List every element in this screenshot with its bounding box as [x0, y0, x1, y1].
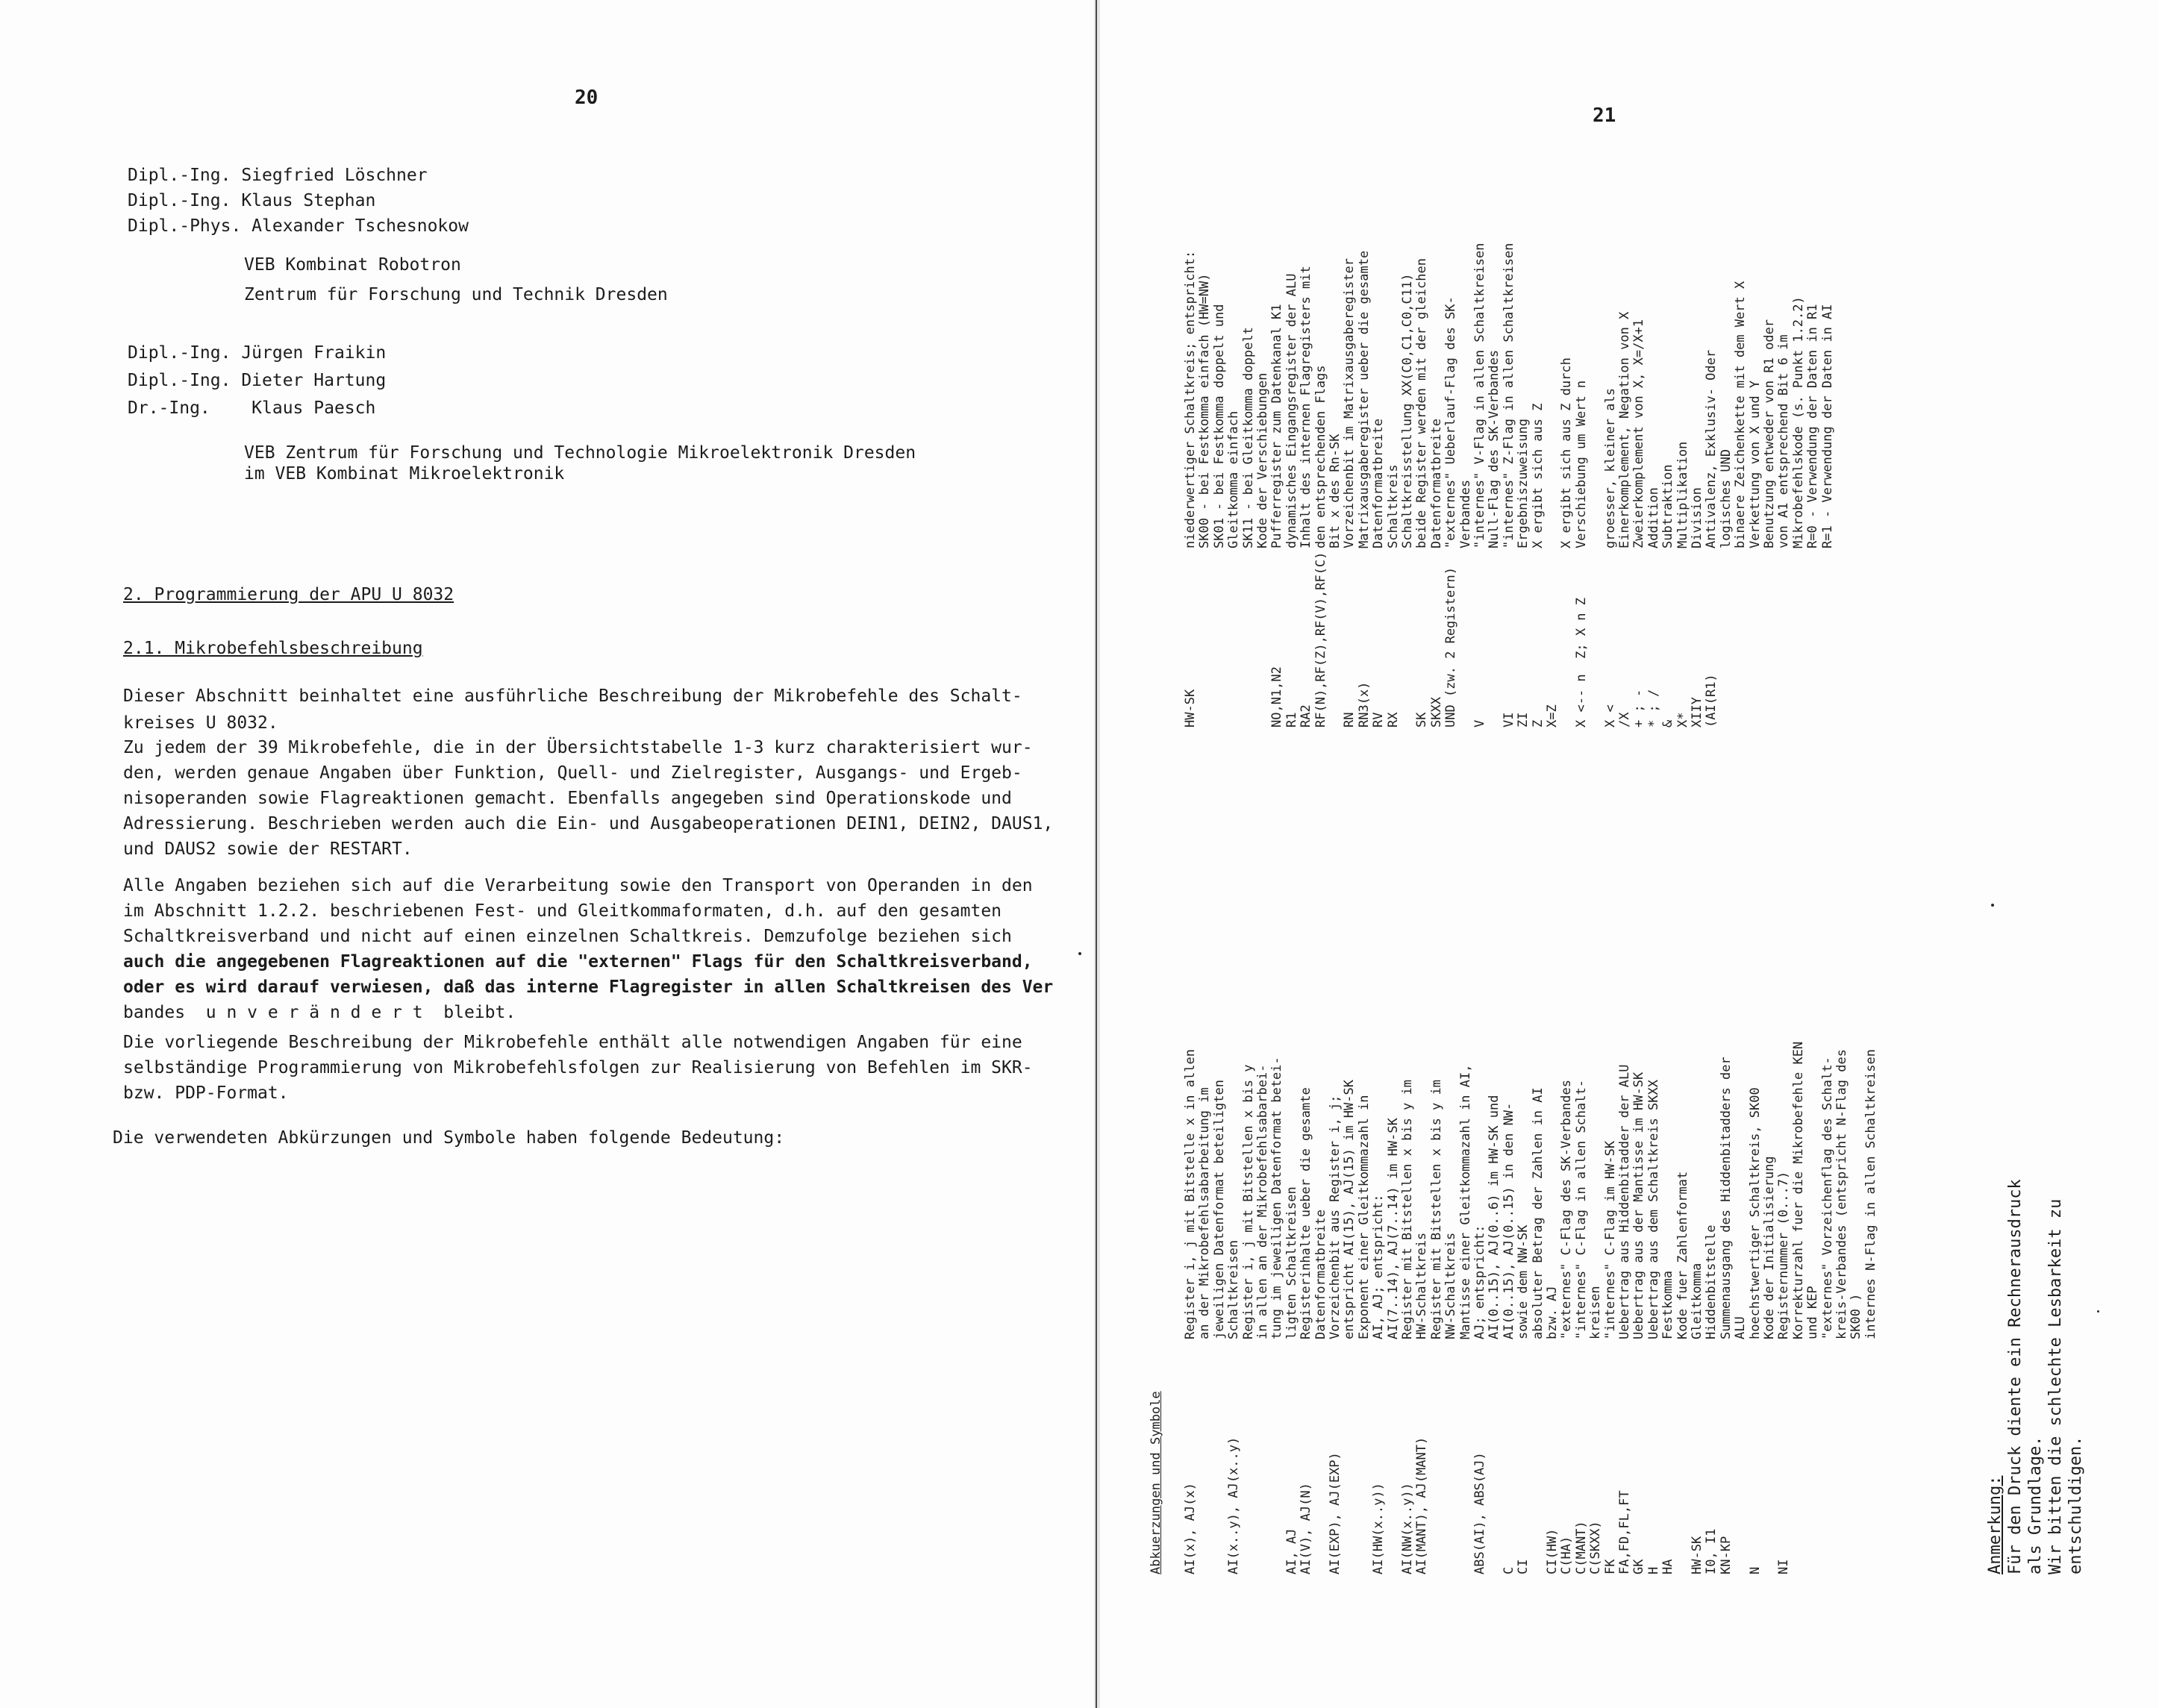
table-cell-abbreviation: Z [1530, 719, 1546, 728]
scan-speck [1078, 952, 1081, 955]
table-cell-meaning: Registernummer (0...7) [1776, 1171, 1792, 1339]
table-cell-meaning: Datenformatbreite [1313, 1210, 1328, 1339]
table-cell-abbreviation: AI(NW(x..y)) [1400, 1483, 1415, 1574]
institution-line: VEB Kombinat Robotron [244, 255, 461, 275]
table-cell-meaning: Festkomma [1660, 1270, 1676, 1339]
author-line: Dipl.-Phys. Alexander Tschesnokow [128, 216, 469, 236]
note-block [1985, 1022, 2090, 1574]
institution-line: Zentrum für Forschung und Technik Dresden [244, 285, 668, 304]
table-cell-meaning: hoechstwertiger Schaltkreis, SK00 [1747, 1087, 1763, 1339]
table-cell-abbreviation: C(MANT) [1573, 1521, 1589, 1574]
table-cell-meaning: Gleitkomma einfach [1226, 410, 1242, 548]
table-cell-abbreviation: FK [1602, 1559, 1618, 1574]
table-cell-meaning: Ergebniszuweisung [1516, 419, 1531, 548]
table-cell-meaning: Korrekturzahl fuer die Mikrobefehle KEN [1790, 1041, 1806, 1339]
body-line: kreises U 8032. [123, 713, 278, 733]
body-line: nisoperanden sowie Flagreaktionen gemacht. Ebenfalls angegeben sind Operationskode und [123, 789, 1012, 808]
table-cell-abbreviation: RN [1342, 712, 1357, 728]
body-line: Alle Angaben beziehen sich auf die Verarbeitung sowie den Transport von Operanden in den [123, 876, 1033, 895]
table-cell-meaning: "externes" Ueberlauf-Flag des SK- [1443, 296, 1459, 548]
table-cell-meaning: SK00 ) [1849, 1293, 1864, 1339]
table-cell-abbreviation: SK [1414, 712, 1430, 728]
table-cell-meaning: Exponent einer Gleitkommazahl in [1356, 1095, 1372, 1339]
table-cell-meaning: Mantisse einer Gleitkommazahl in AI, [1457, 1064, 1473, 1339]
table-cell-meaning: AI(7..14), AJ(7..14) im HW-SK [1385, 1118, 1401, 1339]
table-cell-abbreviation: AI(MANT), AJ(MANT) [1414, 1436, 1430, 1574]
table-cell-meaning: HW-Schaltkreis [1414, 1232, 1430, 1339]
table-cell-abbreviation: I0, I1 [1704, 1528, 1719, 1574]
table-cell-abbreviation: C(SKXX) [1588, 1521, 1604, 1574]
author-line: Dr.-Ing. Klaus Paesch [128, 398, 376, 418]
table-cell-meaning: jeweiligen Datenformat beteiligten [1211, 1080, 1227, 1339]
table-cell-abbreviation: HW-SK [1690, 1536, 1705, 1574]
table-cell-abbreviation: RF(N),RF(Z),RF(V),RF(C) [1313, 551, 1328, 728]
table-cell-abbreviation: HW-SK [1183, 689, 1198, 728]
note-line: Für den Druck diente ein Rechnerausdruck [2006, 1179, 2025, 1574]
table-cell-meaning: "externes" Vorzeichenflag des Schalt- [1819, 1057, 1835, 1339]
body-line: Adressierung. Beschrieben werden auch die Ein- und Ausgabeoperationen DEIN1, DEIN2, DAUS1, [123, 814, 1054, 833]
body-line: Zu jedem der 39 Mikrobefehle, die in der Übersichtstabelle 1-3 kurz charakterisiert wur- [123, 738, 1033, 757]
table-cell-abbreviation: KN-KP [1718, 1536, 1734, 1574]
table-cell-meaning: Inhalt des internen Flagregisters mit [1299, 266, 1314, 548]
table-cell-meaning: Registerinhalte ueber die gesamte [1299, 1087, 1314, 1339]
table-cell-abbreviation: /X [1617, 712, 1632, 728]
table-cell-abbreviation: VI [1501, 712, 1516, 728]
table-cell-abbreviation: ABS(AI), ABS(AJ) [1472, 1452, 1487, 1574]
table-cell-abbreviation: X* [1675, 712, 1690, 728]
note-line: entschuldigen. [2066, 1436, 2085, 1574]
table-cell-meaning: Bit x des Rn-SK [1328, 434, 1343, 548]
table-cell-abbreviation: C [1501, 1566, 1516, 1574]
body-line: Dieser Abschnitt beinhaltet eine ausführliche Beschreibung der Mikrobefehle des Schalt- [123, 686, 1022, 706]
table-cell-abbreviation: AI, AJ [1284, 1528, 1299, 1574]
table-cell-abbreviation: SKXX [1428, 697, 1444, 728]
table-cell-meaning: ligten Schaltkreisen [1284, 1186, 1299, 1339]
table-cell-meaning: an der Mikrobefehlsabarbeitung im [1197, 1087, 1213, 1339]
table-cell-meaning: AI, AJ; entspricht: [1371, 1194, 1387, 1339]
table-cell-abbreviation: XIIY [1690, 697, 1705, 728]
table-cell-meaning: Multiplikation [1675, 441, 1690, 548]
table-cell-abbreviation: AI(V), AJ(N) [1299, 1483, 1314, 1574]
body-line: selbständige Programmierung von Mikrobefehlsfolgen zur Realisierung von Befehlen im SKR- [123, 1058, 1033, 1077]
table-cell-meaning: "internes" C-Flag in allen Schalt- [1573, 1080, 1589, 1339]
scan-speck [2097, 1310, 2099, 1313]
table-cell-meaning: "externes" C-Flag des SK-Verbandes [1559, 1080, 1575, 1339]
table-cell-meaning: Datenformatbreite [1371, 419, 1387, 548]
table-cell-abbreviation: UND (zw. 2 Registern) [1443, 567, 1459, 728]
table-cell-abbreviation: & [1660, 719, 1676, 728]
table-cell-meaning: den entsprechenden Flags [1313, 365, 1328, 548]
table-cell-abbreviation: CI [1516, 1559, 1531, 1574]
table-cell-meaning: Zweierkomplement von X, X=/X+1 [1631, 319, 1647, 548]
note-title: Anmerkung: [1986, 1475, 2005, 1574]
table-cell-meaning: AJ; entspricht: [1472, 1224, 1487, 1339]
body-line: und DAUS2 sowie der RESTART. [123, 839, 413, 859]
table-cell-abbreviation: AI(EXP), AJ(EXP) [1328, 1452, 1343, 1574]
section-heading: 2. Programmierung der APU U 8032 [123, 585, 454, 604]
table-cell-meaning: Division [1690, 487, 1705, 548]
table-cell-meaning: groesser, kleiner als [1602, 388, 1618, 548]
table-cell-meaning: binaere Zeichenkette mit dem Wert X [1733, 281, 1749, 548]
table-cell-meaning: Kode der Initialisierung [1762, 1156, 1777, 1339]
table-cell-meaning: AI(0..15), AJ(0..15) in den NW- [1501, 1102, 1516, 1339]
body-line: Schaltkreisverband und nicht auf einen einzelnen Schaltkreis. Demzufolge beziehen sich [123, 927, 1012, 946]
table-cell-meaning: Gleitkomma [1690, 1263, 1705, 1339]
table-cell-abbreviation: AI(HW(x..y)) [1371, 1483, 1387, 1574]
table-cell-meaning: Verschiebung um Wert n [1573, 380, 1589, 548]
table-cell-abbreviation: NO,N1,N2 [1269, 666, 1285, 728]
table-cell-meaning: Subtraktion [1660, 464, 1676, 548]
author-line: Dipl.-Ing. Siegfried Löschner [128, 166, 428, 185]
table-cell-meaning: Datenformatbreite [1428, 419, 1444, 548]
table-cell-meaning: Uebertrag aus Hiddenbitadder der ALU [1617, 1064, 1632, 1339]
table-cell-meaning: kreisen [1588, 1286, 1604, 1339]
table-cell-meaning: logisches UND [1718, 448, 1734, 548]
body-line: im Abschnitt 1.2.2. beschriebenen Fest- und Gleitkommaformaten, d.h. auf den gesamten [123, 901, 1002, 921]
table-cell-meaning: NW-Schaltkreis [1443, 1232, 1459, 1339]
table-cell-meaning: X ergibt sich aus Z [1530, 403, 1546, 548]
table-cell-meaning: niederwertiger Schaltkreis; entspricht: [1183, 250, 1198, 548]
table-cell-meaning: Kode der Verschiebungen [1255, 372, 1270, 548]
table-cell-abbreviation: RX [1385, 712, 1401, 728]
body-line: Die vorliegende Beschreibung der Mikrobefehle enthält alle notwendigen Angaben für eine [123, 1033, 1022, 1052]
table-cell-abbreviation: FA,FD,FL,FT [1617, 1490, 1632, 1574]
table-cell-meaning: "internes" Z-Flag in allen Schaltkreisen [1501, 243, 1516, 548]
table-cell-meaning: Verkettung von X und Y [1747, 380, 1763, 548]
table-cell-meaning: Summenausgang des Hiddenbitadders der [1718, 1057, 1734, 1339]
body-line: bzw. PDP-Format. [123, 1083, 289, 1103]
subsection-heading: 2.1. Mikrobefehlsbeschreibung [123, 639, 423, 658]
table-cell-meaning: in allen an der Mikrobefehlsabarbei- [1255, 1064, 1270, 1339]
table-cell-abbreviation: R1 [1284, 712, 1299, 728]
table-cell-meaning: Antivalenz, Exklusiv- Oder [1704, 349, 1719, 548]
table-cell-meaning: SK00 - bei Festkomma einfach (HW=NW) [1197, 273, 1213, 548]
table-cell-meaning: tung im jeweiligen Datenformat betei- [1269, 1057, 1285, 1339]
bold-line: oder es wird darauf verwiesen, daß das interne Flagregister in allen Schaltkreisen des Ver [123, 977, 1054, 997]
table-cell-meaning: internes N-Flag in allen Schaltkreisen [1863, 1049, 1878, 1339]
table-cell-abbreviation: ZI [1516, 712, 1531, 728]
table-cell-abbreviation: N [1747, 1566, 1763, 1574]
scan-speck [1991, 904, 1994, 907]
table-cell-meaning: Hiddenbitstelle [1704, 1224, 1719, 1339]
spaced-line: bandes u n v e r ä n d e r t bleibt. [123, 1003, 516, 1022]
table-cell-meaning: AI(0..15), AJ(0..6) im HW-SK und [1487, 1095, 1502, 1339]
table-cell-meaning: Register i, j mit Bitstellen x bis y [1240, 1064, 1256, 1339]
table-cell-abbreviation: AI(x..y), AJ(x..y) [1226, 1436, 1242, 1574]
table-cell-abbreviation: AI(x), AJ(x) [1183, 1483, 1198, 1574]
table-cell-meaning: SK01 - bei Festkomma doppelt und [1211, 304, 1227, 548]
table-cell-meaning: Verbandes [1457, 479, 1473, 548]
table-cell-meaning: "internes" V-Flag in allen Schaltkreisen [1472, 243, 1487, 548]
table-cell-meaning: Addition [1646, 487, 1661, 548]
table-cell-meaning: entspricht AI(15), AJ(15) im HW-SK [1342, 1080, 1357, 1339]
author-line: Dipl.-Ing. Jürgen Fraikin [128, 343, 387, 363]
table-cell-meaning: Kode fuer Zahlenformat [1675, 1171, 1690, 1339]
table-cell-meaning: sowie dem NW-SK [1516, 1224, 1531, 1339]
table-cell-abbreviation: GK [1631, 1559, 1647, 1574]
table-cell-meaning: R=0 - Verwendung der Daten in R1 [1805, 304, 1821, 548]
table-cell-abbreviation: * ; / [1646, 689, 1661, 728]
table-cell-abbreviation: RV [1371, 712, 1387, 728]
table-cell-abbreviation: NI [1776, 1559, 1792, 1574]
table-cell-meaning: und KEP [1805, 1286, 1821, 1339]
table-cell-meaning: Vorzeichenbit aus Register i, j; [1328, 1095, 1343, 1339]
institution-line: VEB Zentrum für Forschung und Technologie Mikroelektronik Dresden [244, 443, 916, 463]
table-cell-meaning: R=1 - Verwendung der Daten in AI [1819, 304, 1835, 548]
table-cell-abbreviation: X <-- n Z; X n Z [1573, 598, 1589, 728]
table-cell-meaning: Register mit Bitstellen x bis y im [1428, 1080, 1444, 1339]
table-cell-meaning: Null-Flag des SK-Verbandes [1487, 349, 1502, 548]
table-cell-meaning: Vorzeichenbit im Matrixausgaberegister [1342, 258, 1357, 548]
table-cell-abbreviation: + ; - [1631, 689, 1647, 728]
page-number-right: 21 [1593, 104, 1616, 127]
table-cell-abbreviation: HA [1660, 1559, 1676, 1574]
table-cell-abbreviation: CI(HW) [1545, 1528, 1560, 1574]
table-cell-meaning: von A1 entsprechend Bit 6 im [1776, 334, 1792, 548]
table-cell-meaning: beide Register werden mit der gleichen [1414, 258, 1430, 548]
body-line: den, werden genaue Angaben über Funktion, Quell- und Zielregister, Ausgangs- und Ergeb- [123, 763, 1022, 783]
table-cell-meaning: "internes" C-Flag im HW-SK [1602, 1140, 1618, 1339]
author-line: Dipl.-Ing. Klaus Stephan [128, 191, 376, 210]
table-cell-meaning: Uebertrag aus dem Schaltkreis SKXX [1646, 1080, 1661, 1339]
table-cell-meaning: Schaltkreisstellung XX(C0,C1,C0,C11) [1400, 273, 1415, 548]
note-line: Wir bitten die schlechte Lesbarkeit zu [2046, 1198, 2065, 1574]
closing-line: Die verwendeten Abkürzungen und Symbole haben folgende Bedeutung: [113, 1128, 785, 1148]
table-cell-meaning: Register i, j mit Bitstelle x in allen [1183, 1049, 1198, 1339]
table-cell-meaning: dynamisches Eingangsregister der ALU [1284, 273, 1299, 548]
table-cell-meaning: Register mit Bitstellen x bis y im [1400, 1080, 1415, 1339]
page-number-left: 20 [575, 87, 599, 109]
table-cell-meaning: Schaltkreisen [1226, 1239, 1242, 1339]
table-cell-meaning: Matrixausgaberegister ueber die gesamte [1356, 250, 1372, 548]
abbreviation-table [1149, 201, 1925, 1574]
table-cell-meaning: Uebertrag aus der Mantisse im HW-SK [1631, 1072, 1647, 1339]
note-line: als Grundlage. [2026, 1436, 2045, 1574]
table-cell-abbreviation: X < [1602, 704, 1618, 728]
table-cell-abbreviation: X=Z [1545, 704, 1560, 728]
author-line: Dipl.-Ing. Dieter Hartung [128, 371, 387, 390]
table-cell-meaning: SK11 - bei Gleitkomma doppelt [1240, 327, 1256, 548]
table-cell-abbreviation: H [1646, 1566, 1661, 1574]
bold-line: auch die angegebenen Flagreaktionen auf die "externen" Flags für den Schaltkreisverband, [123, 952, 1033, 972]
table-cell-abbreviation: RA2 [1299, 704, 1314, 728]
table-cell-meaning: bzw. AJ [1545, 1286, 1560, 1339]
table-cell-abbreviation: C(HA) [1559, 1536, 1575, 1574]
table-cell-meaning: ALU [1733, 1316, 1749, 1339]
table-title: Abkuerzungen und Symbole [1149, 1391, 1163, 1574]
table-cell-meaning: X ergibt sich aus Z durch [1559, 357, 1575, 548]
table-cell-meaning: Benutzung entweder von R1 oder [1762, 319, 1777, 548]
table-cell-meaning: Pufferregister zum Datenkanal K1 [1269, 304, 1285, 548]
table-cell-meaning: kreis-Verbandes (entspricht N-Flag des [1834, 1049, 1849, 1339]
table-cell-meaning: absoluter Betrag der Zahlen in AI [1530, 1087, 1546, 1339]
table-cell-meaning: Mikrobefehlskode (s. Punkt 1.2.2) [1790, 296, 1806, 548]
table-cell-abbreviation: V [1472, 719, 1487, 728]
table-cell-meaning: Schaltkreis [1385, 464, 1401, 548]
gutter-line [1096, 0, 1097, 1708]
table-cell-abbreviation: RN3(x) [1356, 681, 1372, 728]
table-cell-meaning: Einerkomplement, Negation von X [1617, 311, 1632, 548]
institution-line: im VEB Kombinat Mikroelektronik [244, 464, 565, 484]
table-cell-abbreviation: (AI(R1) [1704, 674, 1719, 728]
